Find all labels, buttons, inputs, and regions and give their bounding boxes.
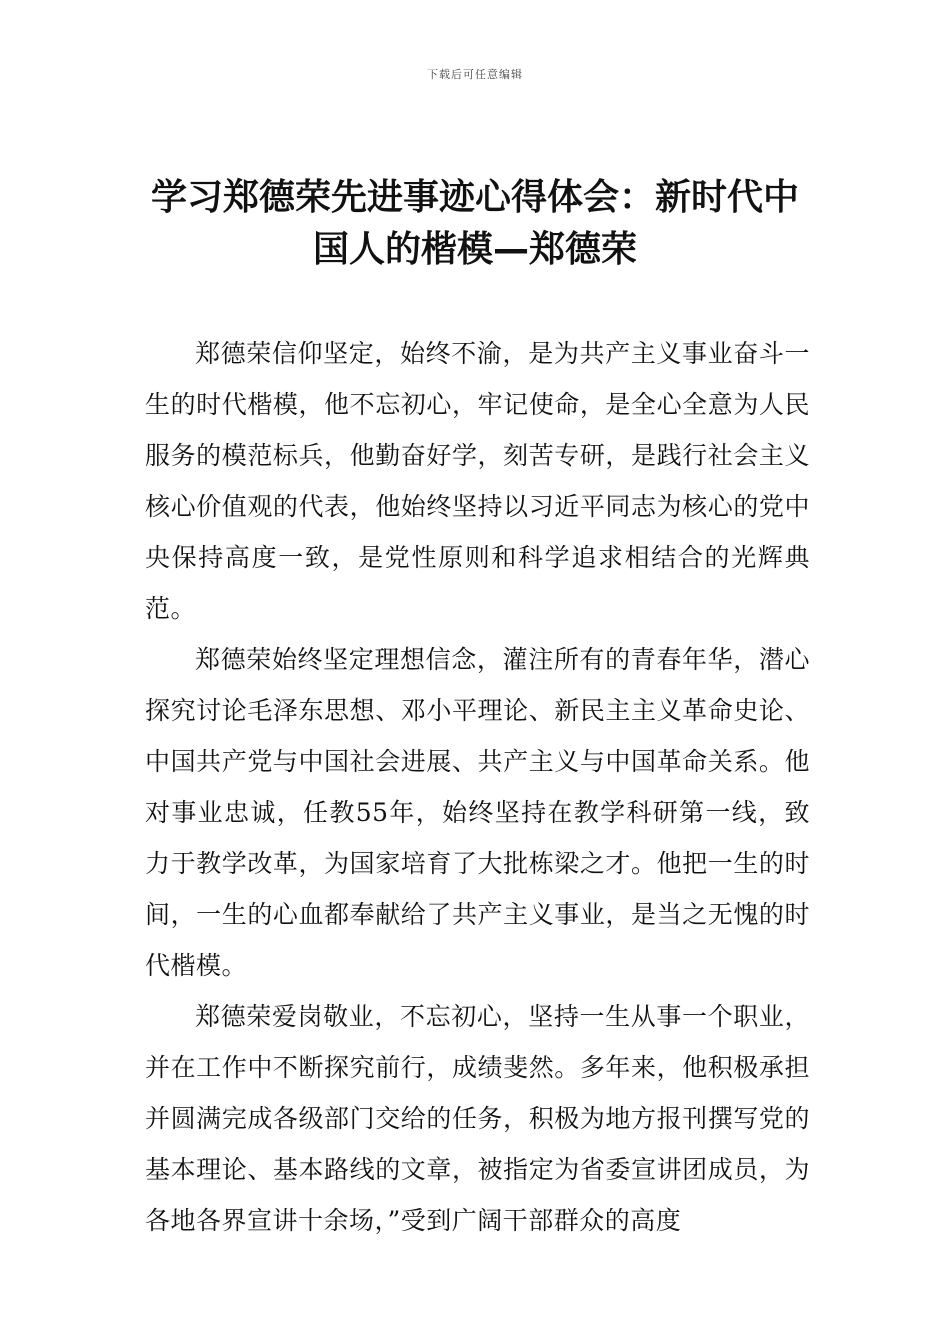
document-body — [145, 328, 810, 1246]
title-line-1: 学习郑德荣先进事迹心得体会：新时代中 — [150, 177, 799, 218]
header-note: 下载后可任意编辑 — [427, 68, 523, 81]
paragraph-2: 郑德荣始终坚定理想信念，灌注所有的青春年华，潜心探究讨论毛泽东思想、邓小平理论、新民主主义革命史论、中国共产党与中国社会进展、共产主义与中国革命关系。他对事业忠诚，任教55年，始终坚持在教学科研第一线，致力于教学改革，为国家培育了大批栋梁之才。他把一生的时间，一生的心血都奉献给了共产主义事业，是当之无愧的时代楷模。 — [145, 645, 810, 980]
paragraph-1: 郑德荣信仰坚定，始终不渝，是为共产主义事业奋斗一生的时代楷模，他不忘初心，牢记使命，是全心全意为人民服务的模范标兵，他勤奋好学，刻苦专研，是践行社会主义核心价值观的代表，他始终坚持以习近平同志为核心的党中央保持高度一致，是党性原则和科学追求相结合的光辉典范。 — [145, 339, 810, 623]
title-line-2: 国人的楷模—郑德荣 — [312, 229, 637, 270]
paragraph-3: 郑德荣爱岗敬业，不忘初心，坚持一生从事一个职业，并在工作中不断探究前行，成绩斐然。多年来，他积极承担并圆满完成各级部门交给的任务，积极为地方报刊撰写党的基本理论、基本路线的文章，被指定为省委宣讲团成员，为各地各界宣讲十余场，”受到广阔干部群众的高度 — [145, 1002, 810, 1235]
document-title — [140, 172, 810, 276]
